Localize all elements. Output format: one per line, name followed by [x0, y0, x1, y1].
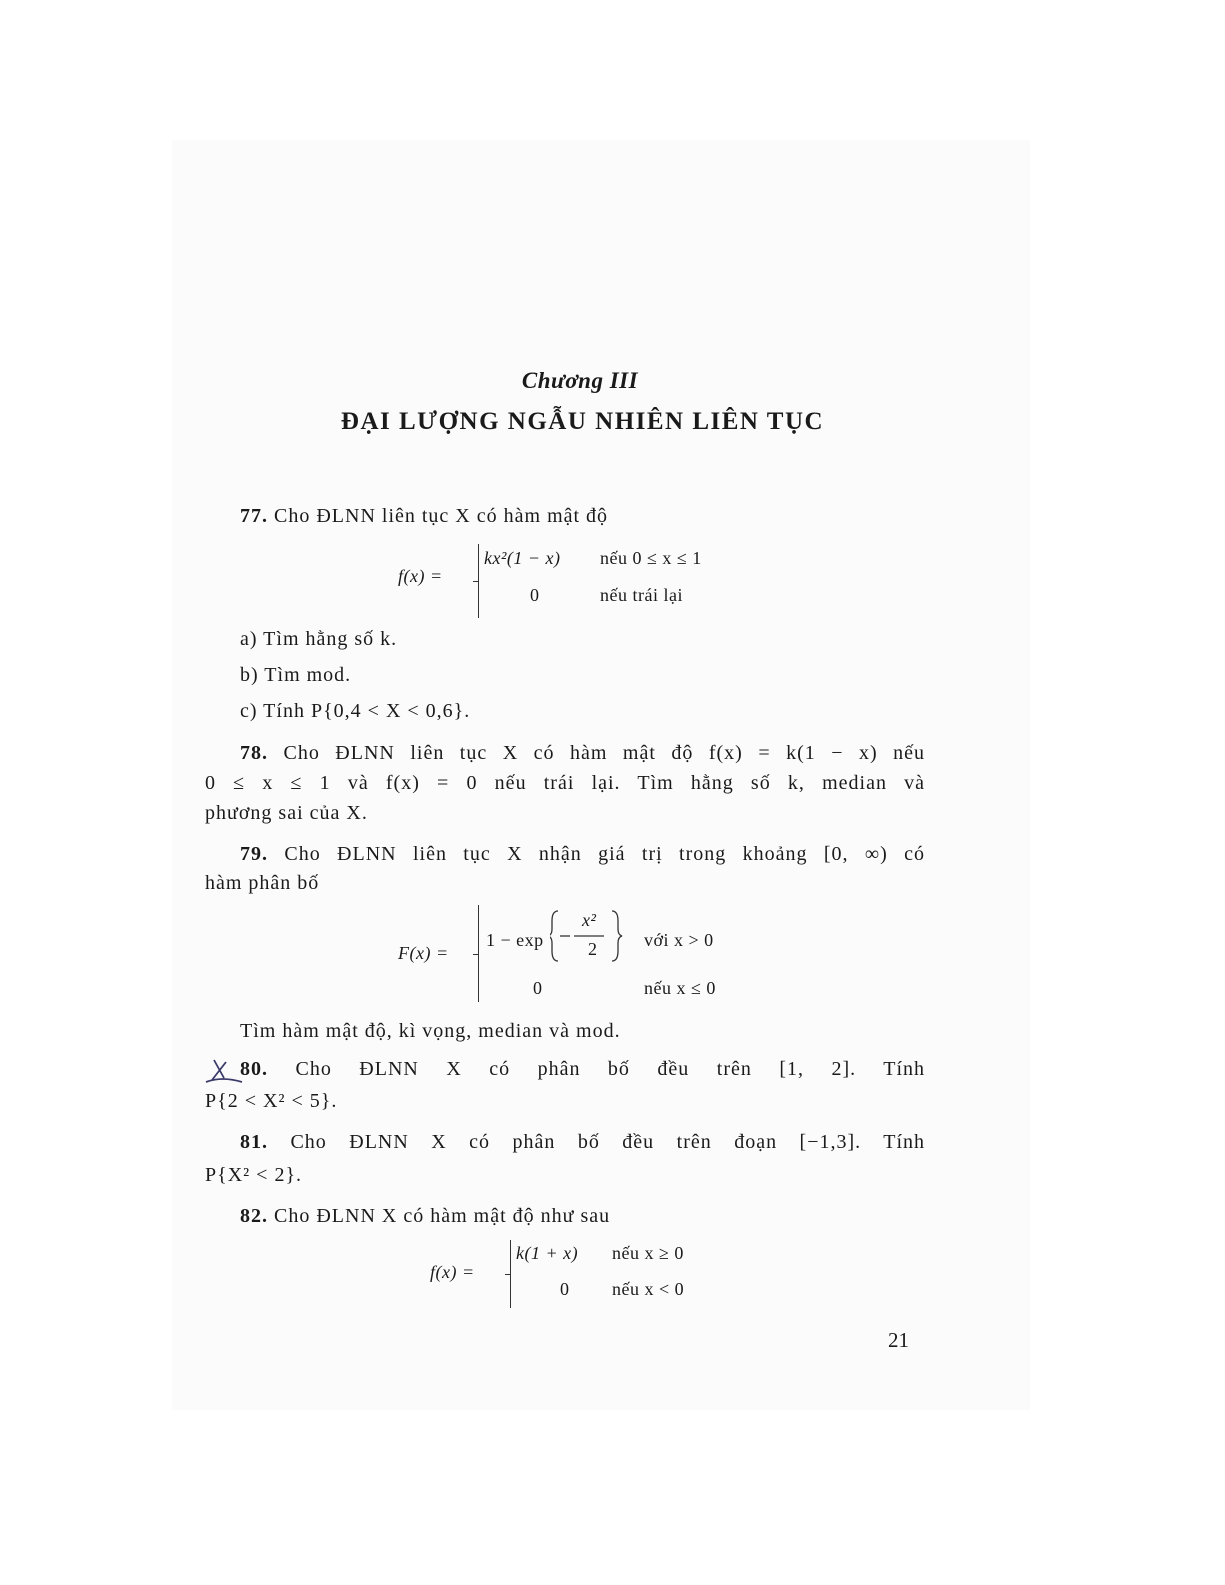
problem-number: 77.	[240, 505, 268, 527]
formula-case2-expr: 0	[560, 1279, 570, 1299]
problem-77-intro	[240, 505, 608, 528]
formula-case2-cond: nếu x ≤ 0	[644, 978, 716, 998]
problem-81-line2: P{X² < 2}.	[205, 1164, 303, 1186]
formula-brace	[478, 905, 479, 1002]
page-number: 21	[888, 1328, 909, 1352]
formula-case1-expr: kx²(1 − x)	[484, 548, 561, 568]
problem-text: Cho ĐLNN liên tục X có hàm mật độ	[274, 505, 609, 527]
formula-case2-cond: nếu trái lại	[600, 585, 683, 605]
formula-case2-expr: 0	[533, 978, 543, 998]
problem-text: Cho ĐLNN X có phân bố đều trên đoạn [−1,3]. Tính	[290, 1131, 926, 1153]
problem-79-line2: hàm phân bố	[205, 872, 320, 894]
problem-79-line1	[240, 843, 925, 866]
problem-text: Cho ĐLNN X có hàm mật độ như sau	[274, 1205, 611, 1227]
problem-number: 79.	[240, 843, 268, 865]
formula-lhs: f(x) =	[430, 1262, 475, 1282]
formula-case1-cond: với x > 0	[644, 930, 714, 950]
problem-text: Cho ĐLNN liên tục X có hàm mật độ f(x) = k(1 − x) nếu	[283, 742, 925, 764]
problem-81-line1	[240, 1131, 925, 1154]
handwritten-x-mark-icon	[200, 1056, 244, 1086]
formula-brace	[478, 544, 479, 618]
problem-number: 78.	[240, 742, 268, 764]
problem-80-line2: P{2 < X² < 5}.	[205, 1090, 338, 1112]
problem-82-intro	[240, 1205, 610, 1228]
formula-case1-cond: nếu x ≥ 0	[612, 1243, 684, 1263]
formula-case1-expr: k(1 + x)	[516, 1243, 579, 1263]
problem-78-line3: phương sai của X.	[205, 802, 368, 824]
formula-lhs: F(x) =	[398, 943, 449, 963]
problem-text: Cho ĐLNN X có phân bố đều trên [1, 2]. Tính	[295, 1058, 926, 1080]
problem-78-line2: 0 ≤ x ≤ 1 và f(x) = 0 nếu trái lại. Tìm hằng số k, median và	[205, 772, 925, 794]
formula-brace	[510, 1240, 511, 1308]
problem-77-b: b) Tìm mod.	[240, 664, 352, 686]
formula-exp-prefix: 1 − exp	[486, 930, 544, 950]
problem-78-line1	[240, 742, 925, 765]
formula-case1-cond: nếu 0 ≤ x ≤ 1	[600, 548, 702, 568]
chapter-label: Chương III	[521, 368, 639, 393]
problem-79-question: Tìm hàm mật độ, kì vọng, median và mod.	[240, 1020, 621, 1042]
chapter-title: ĐẠI LƯỢNG NGẪU NHIÊN LIÊN TỤC	[340, 408, 825, 435]
problem-text: Cho ĐLNN liên tục X nhận giá trị trong khoảng [0, ∞) có	[284, 843, 926, 865]
formula-case2-expr: 0	[530, 585, 540, 605]
formula-exp-denominator: 2	[588, 939, 598, 959]
problem-80-line1	[240, 1058, 925, 1081]
problem-number: 82.	[240, 1205, 268, 1227]
problem-77-a: a) Tìm hằng số k.	[240, 628, 398, 650]
formula-exp-numerator: x²	[582, 910, 597, 930]
problem-number: 81.	[240, 1131, 268, 1153]
formula-lhs: f(x) =	[398, 566, 443, 586]
formula-case2-cond: nếu x < 0	[612, 1279, 685, 1299]
problem-number: 80.	[240, 1058, 268, 1080]
problem-77-c: c) Tính P{0,4 < X < 0,6}.	[240, 700, 471, 722]
